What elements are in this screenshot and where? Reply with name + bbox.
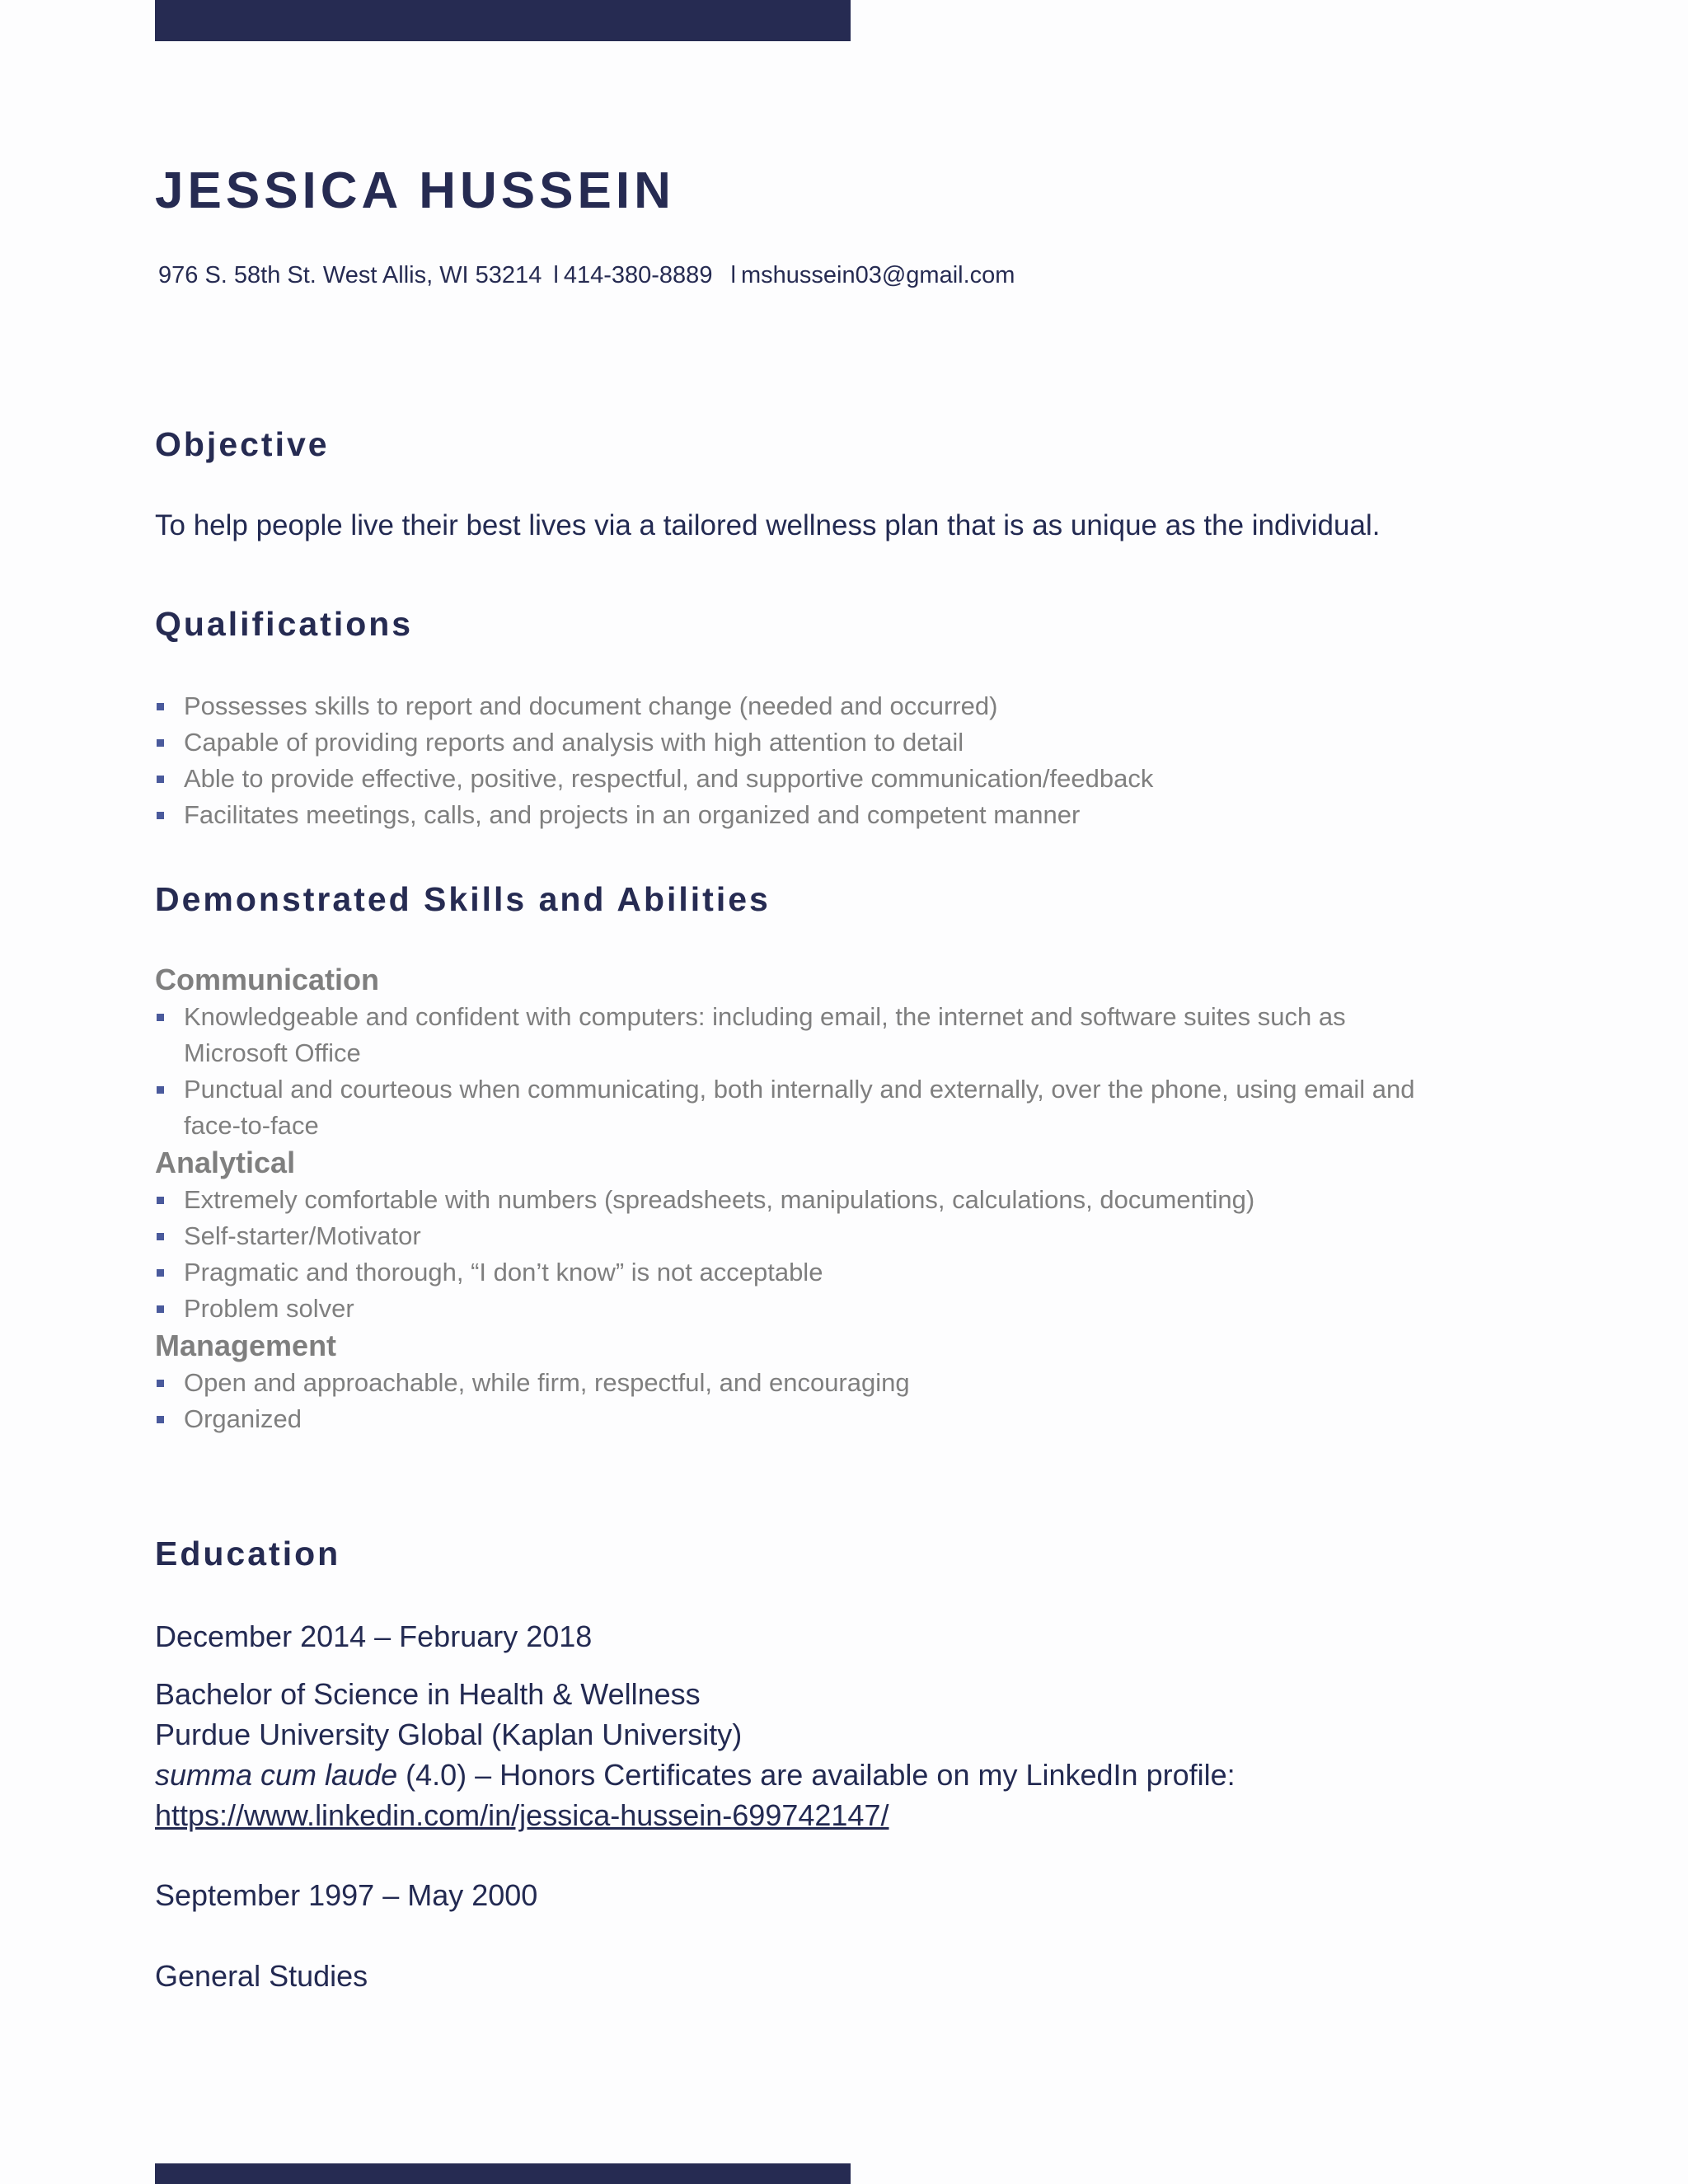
education-dates-2: September 1997 – May 2000 [155, 1878, 538, 1912]
list-item: Organized [155, 1401, 1415, 1437]
skill-category-analytical: Analytical [155, 1146, 296, 1179]
separator: l [553, 262, 559, 288]
list-item: Knowledgeable and confident with computers: including email, the internet and software suites such as Microsoft Office [155, 999, 1415, 1071]
list-item: Possesses skills to report and document change (needed and occurred) [155, 688, 1153, 724]
communication-list [155, 999, 1415, 1144]
list-item: Extremely comfortable with numbers (spreadsheets, manipulations, calculations, documenting) [155, 1182, 1415, 1218]
list-item: Capable of providing reports and analysis with high attention to detail [155, 724, 1153, 761]
separator: l [730, 262, 736, 288]
education-heading: Education [155, 1535, 341, 1572]
list-item: Facilitates meetings, calls, and projects in an organized and competent manner [155, 797, 1153, 833]
school: Purdue University Global (Kaplan University) [155, 1718, 743, 1751]
education-dates-1: December 2014 – February 2018 [155, 1619, 593, 1653]
skill-category-management: Management [155, 1329, 337, 1362]
education-entry-1 [155, 1674, 1236, 1835]
candidate-name: JESSICA HUSSEIN [155, 162, 675, 219]
list-item: Self-starter/Motivator [155, 1218, 1415, 1254]
bottom-accent-bar [155, 2163, 851, 2184]
skills-section [155, 961, 1415, 1437]
phone: 414-380-8889 [563, 262, 713, 288]
skill-category-communication: Communication [155, 963, 380, 996]
list-item: Punctual and courteous when communicating, both internally and externally, over the phone, using email and face-to-face [155, 1071, 1415, 1144]
skills-heading: Demonstrated Skills and Abilities [155, 880, 771, 918]
honors-text: (4.0) – Honors Certificates are available on my LinkedIn profile: [397, 1758, 1236, 1792]
list-item: Pragmatic and thorough, “I don’t know” is not acceptable [155, 1254, 1415, 1291]
honors-latin: summa cum laude [155, 1758, 398, 1792]
degree: Bachelor of Science in Health & Wellness [155, 1677, 701, 1711]
list-item: Problem solver [155, 1291, 1415, 1327]
qualifications-list [155, 688, 1153, 833]
top-accent-bar [155, 0, 851, 41]
linkedin-link[interactable]: https://www.linkedin.com/in/jessica-hussein-699742147/ [155, 1798, 889, 1832]
education-program-2: General Studies [155, 1959, 368, 1993]
honors-line [155, 1755, 1236, 1795]
analytical-list [155, 1182, 1415, 1327]
address: 976 S. 58th St. West Allis, WI 53214 [158, 262, 542, 288]
qualifications-heading: Qualifications [155, 605, 414, 643]
list-item: Able to provide effective, positive, respectful, and supportive communication/feedback [155, 761, 1153, 797]
contact-line [158, 262, 1015, 289]
objective-heading: Objective [155, 425, 330, 463]
objective-text: To help people live their best lives via a tailored wellness plan that is as unique as the individual. [155, 509, 1381, 541]
email-link[interactable]: mshussein03@gmail.com [740, 262, 1015, 288]
management-list [155, 1365, 1415, 1437]
list-item: Open and approachable, while firm, respectful, and encouraging [155, 1365, 1415, 1401]
